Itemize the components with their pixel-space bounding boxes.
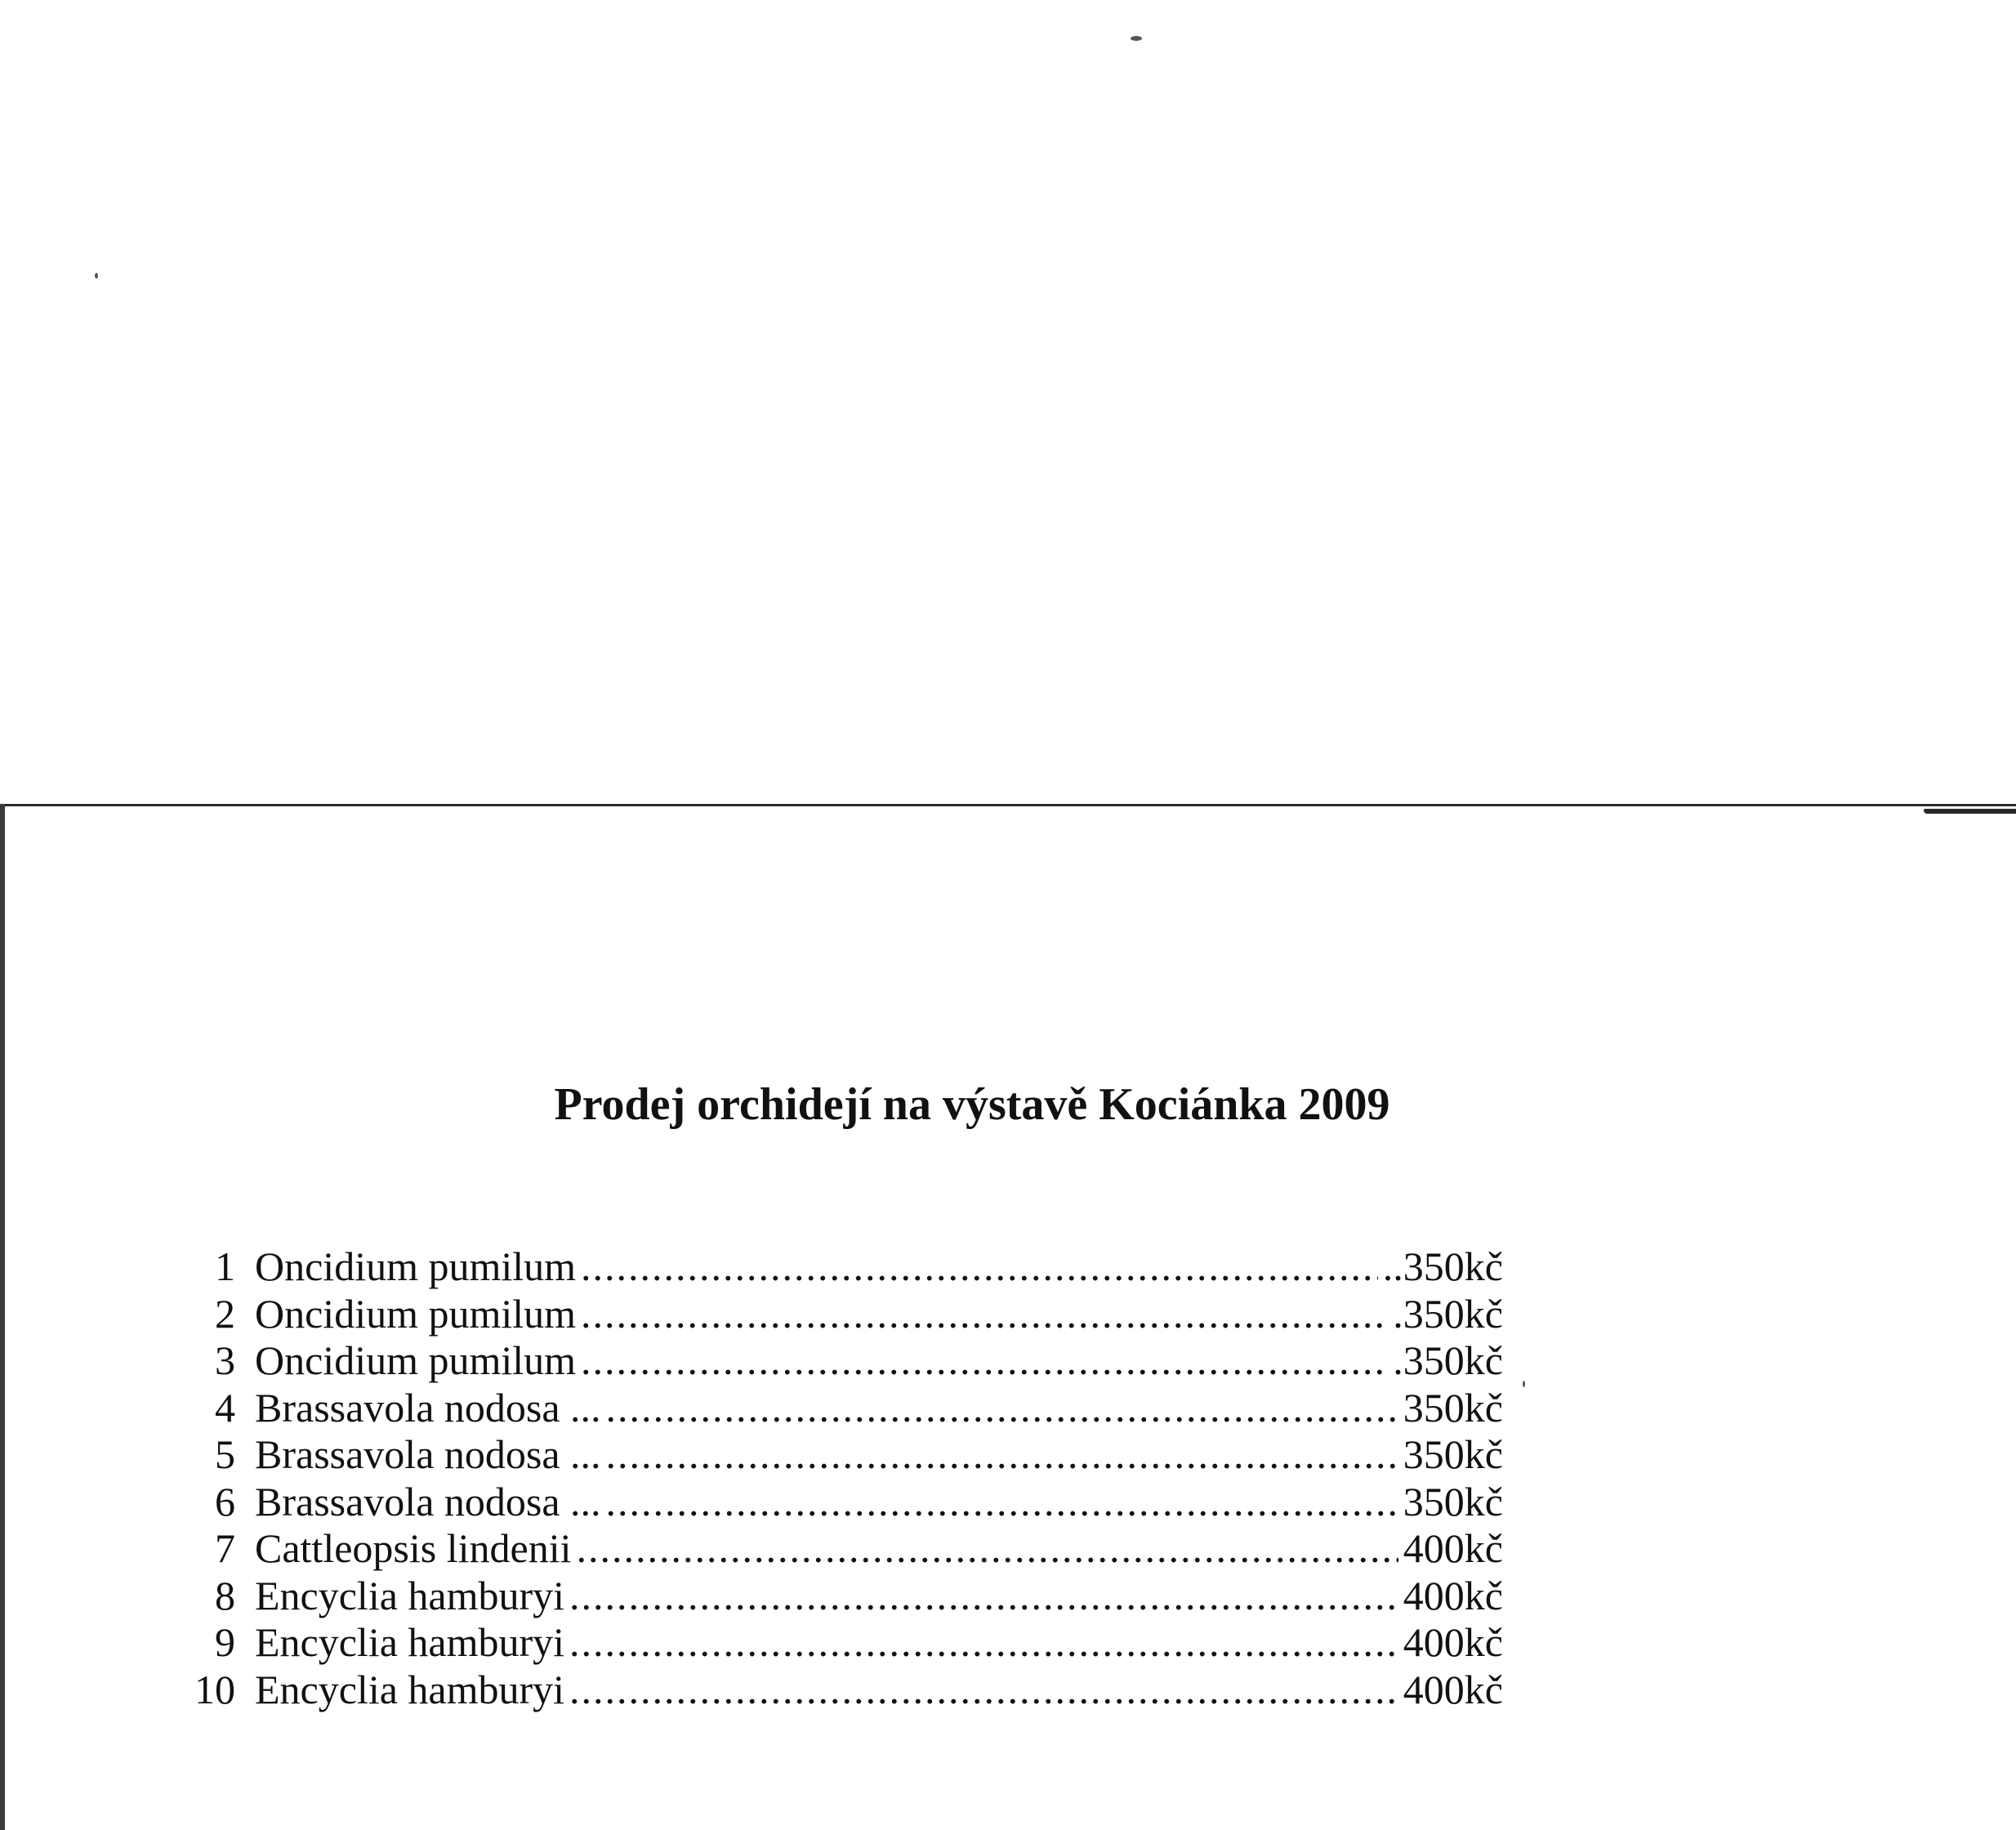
- list-item: [188, 1243, 1503, 1291]
- item-price: 350kč: [1403, 1431, 1503, 1477]
- item-price: 400kč: [1403, 1619, 1503, 1665]
- list-item: [188, 1385, 1503, 1432]
- list-item: [188, 1479, 1503, 1526]
- item-price: ..350kč: [1382, 1243, 1503, 1289]
- item-number: 2: [215, 1290, 235, 1337]
- item-number: 8: [215, 1572, 235, 1618]
- item-price: 400kč: [1403, 1525, 1503, 1571]
- item-name: Brassavola nodosa ...: [255, 1431, 601, 1477]
- item-number: 9: [215, 1619, 235, 1665]
- list-item: [188, 1291, 1503, 1338]
- list-item: [188, 1667, 1503, 1714]
- price-list: [188, 1243, 1503, 1713]
- item-name: Oncidium pumilum: [255, 1243, 577, 1289]
- item-number: 5: [215, 1431, 235, 1477]
- item-price: 400kč: [1403, 1572, 1503, 1618]
- dot-leader: [569, 1667, 1398, 1714]
- item-name: Brassavola nodosa ...: [255, 1384, 601, 1431]
- item-price: .350kč: [1393, 1337, 1503, 1383]
- item-number: 10: [194, 1666, 235, 1712]
- item-number: 7: [215, 1525, 235, 1571]
- list-item: [188, 1619, 1503, 1667]
- dot-leader: [569, 1619, 1398, 1667]
- dot-leader: [606, 1479, 1398, 1526]
- dot-leader: [576, 1525, 1398, 1573]
- item-name: Oncidium pumilum: [255, 1290, 577, 1337]
- page-left-edge: [0, 804, 5, 1830]
- item-name: Encyclia hamburyi: [255, 1619, 565, 1665]
- item-price: .350kč: [1393, 1290, 1503, 1337]
- dot-leader: [581, 1291, 1388, 1338]
- scan-speck: [95, 273, 98, 279]
- item-price: 350kč: [1403, 1478, 1503, 1524]
- item-name: Cattleopsis lindenii: [255, 1525, 572, 1571]
- page-title-text: Prodej orchidejí na výstavě Kociánka 2009: [554, 1078, 1390, 1130]
- dot-leader: [606, 1431, 1398, 1479]
- dot-leader: [606, 1385, 1398, 1432]
- dot-leader: [581, 1337, 1388, 1385]
- item-number: 6: [215, 1478, 235, 1524]
- list-item: [188, 1337, 1503, 1385]
- item-number: 4: [215, 1384, 235, 1431]
- item-number: 3: [215, 1337, 235, 1383]
- list-item: [188, 1573, 1503, 1620]
- item-price: 400kč: [1403, 1666, 1503, 1712]
- item-name: Encyclia hamburyi: [255, 1572, 565, 1618]
- dot-leader: [581, 1243, 1378, 1291]
- page-fold-corner: [1924, 809, 2016, 814]
- item-name: Oncidium pumilum: [255, 1337, 577, 1383]
- page-title: [0, 1078, 1944, 1131]
- item-name: Brassavola nodosa ...: [255, 1478, 601, 1524]
- scan-speck: [1131, 36, 1142, 41]
- item-price: 350kč: [1403, 1384, 1503, 1431]
- list-item: [188, 1431, 1503, 1479]
- item-name: Encyclia hamburyi: [255, 1666, 565, 1712]
- list-item: [188, 1525, 1503, 1573]
- page-fold-line: [0, 804, 2016, 806]
- scan-speck: [1523, 1381, 1525, 1387]
- dot-leader: [569, 1573, 1398, 1620]
- item-number: 1: [215, 1243, 235, 1289]
